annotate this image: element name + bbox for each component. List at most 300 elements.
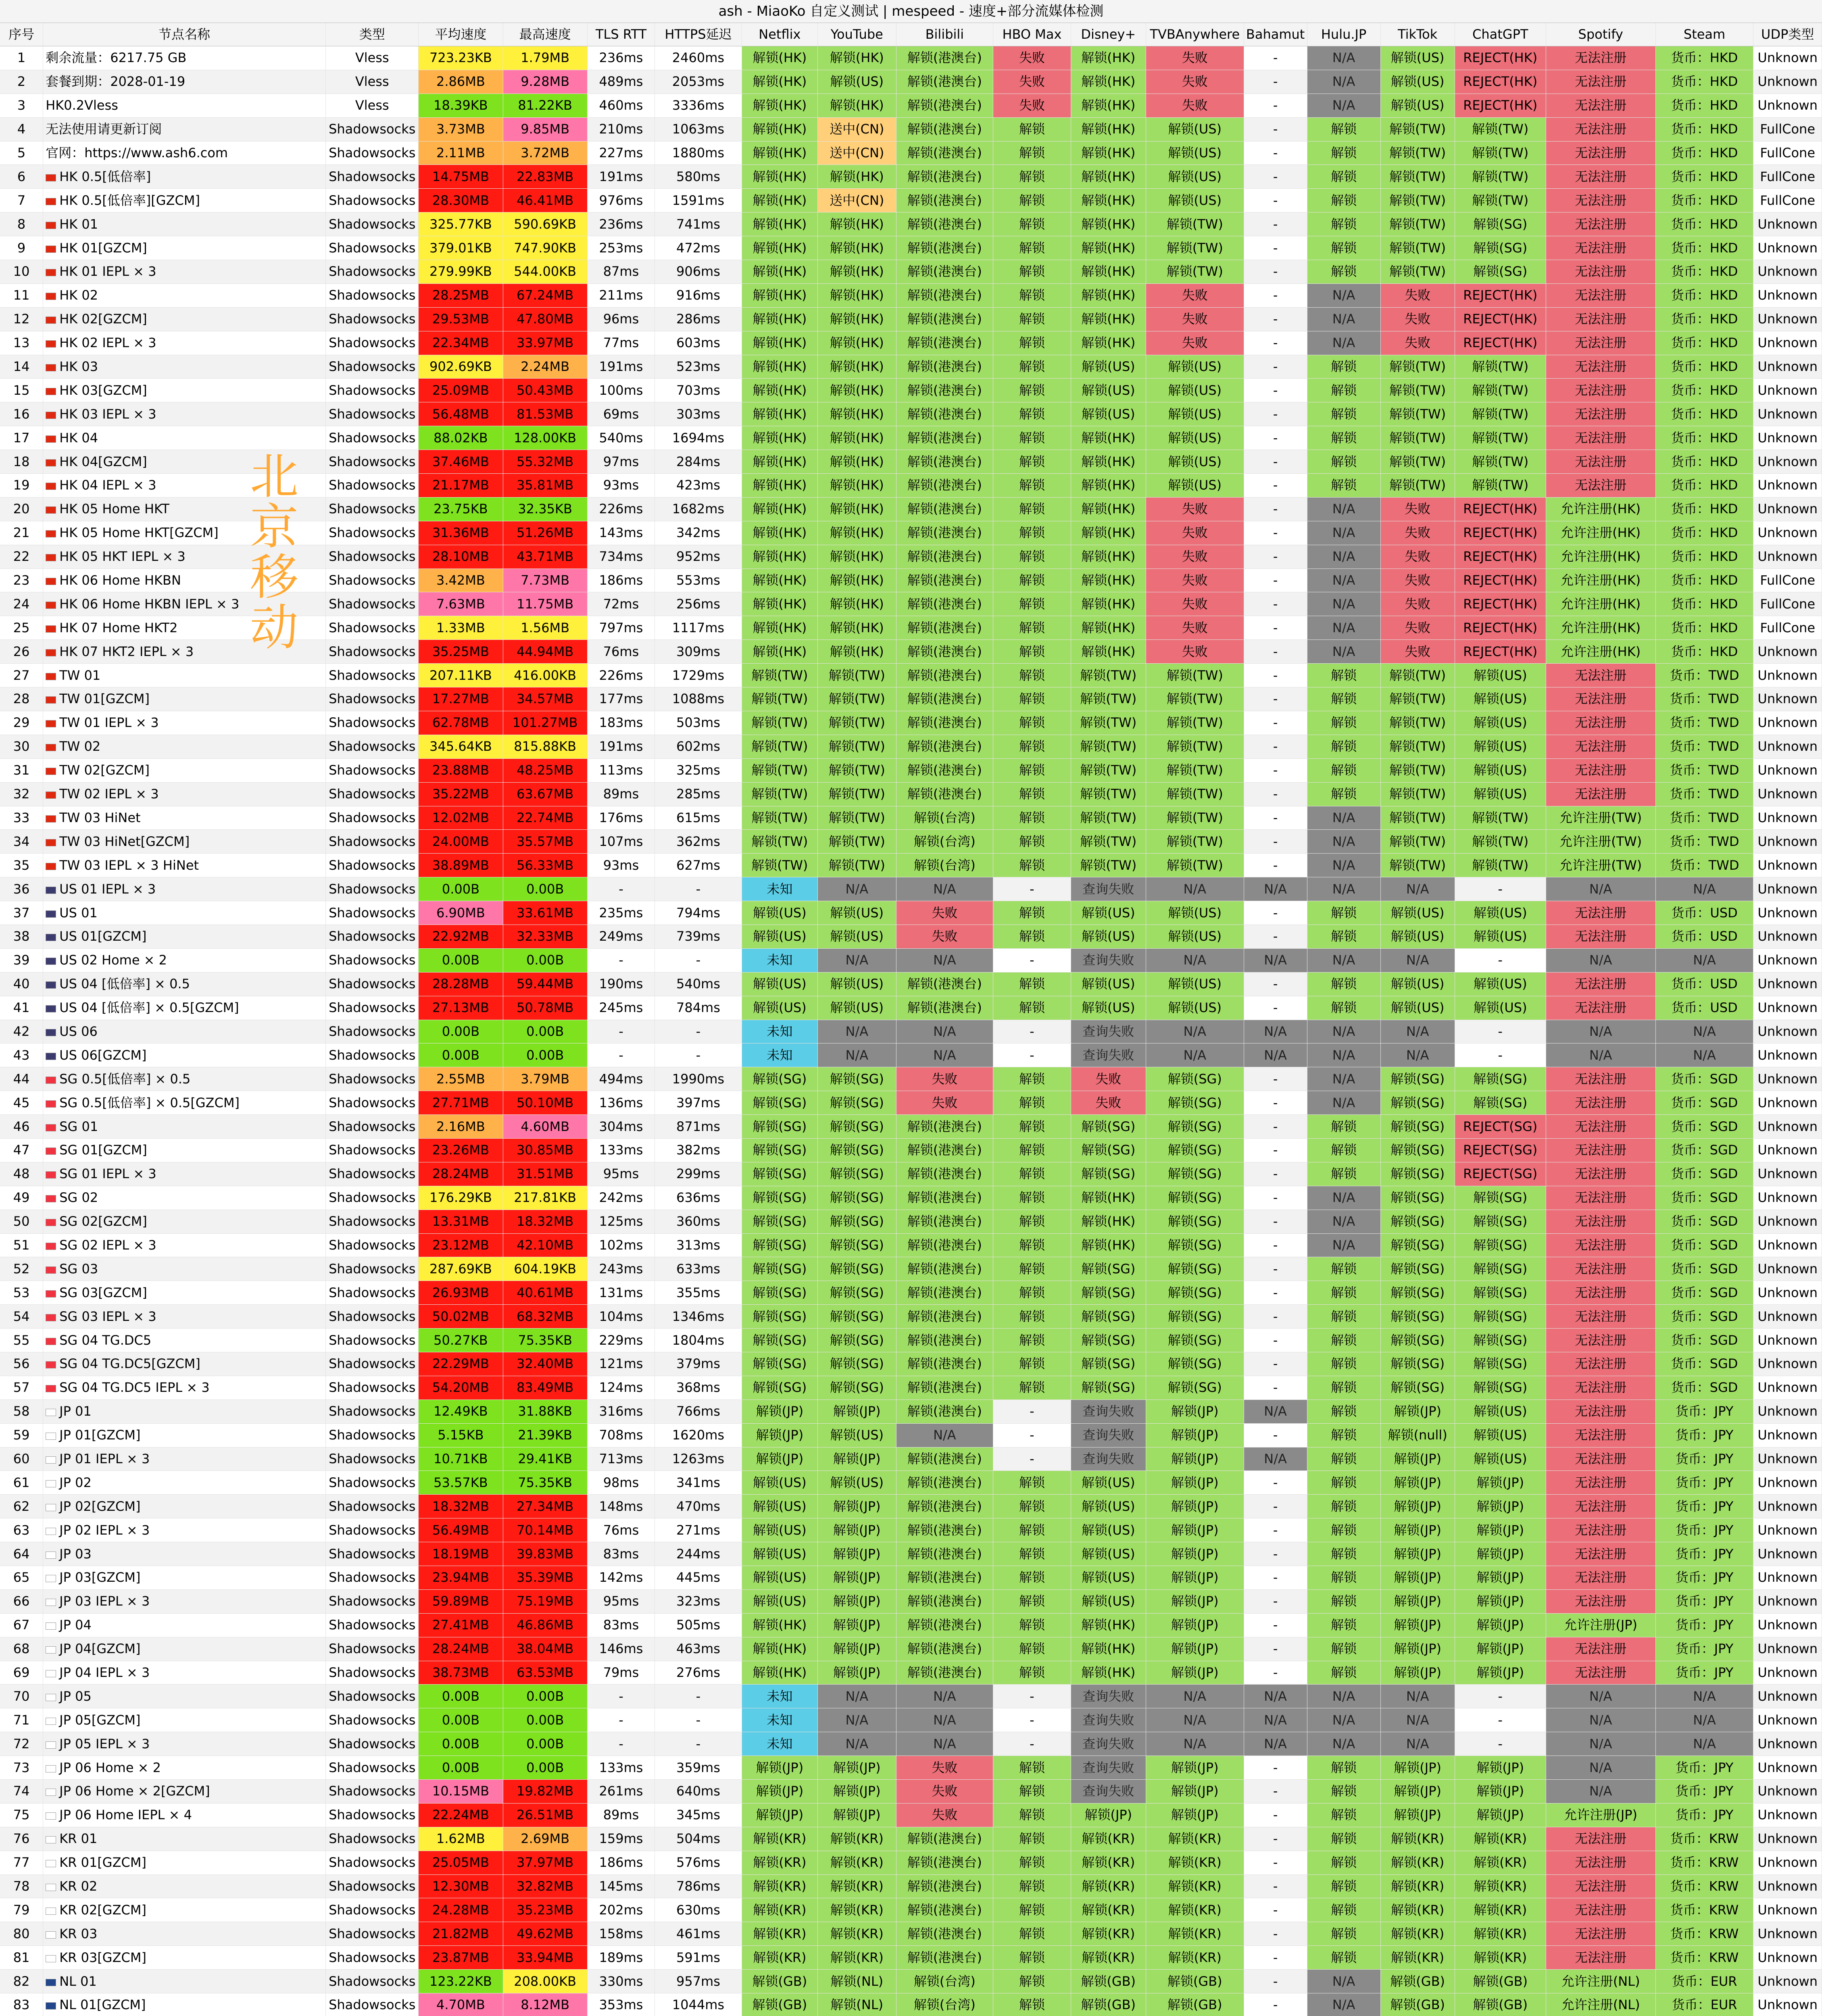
bilibili-cell <box>896 1732 993 1756</box>
column-header[interactable]: 最高速度 <box>503 23 587 46</box>
netflix-cell-text: 解锁(HK) <box>753 311 807 327</box>
bilibili-cell-text: 解锁(港澳台) <box>907 1214 982 1229</box>
steam-cell-text: 货币：SGD <box>1671 1285 1738 1300</box>
table-row[interactable] <box>0 1780 1822 1804</box>
avg-speed-text: 1.62MB <box>436 1831 485 1847</box>
flag-icon <box>46 293 56 300</box>
disney-plus-cell-text: 解锁(HK) <box>1081 145 1136 160</box>
max-speed <box>503 592 587 616</box>
udp-type-cell <box>1753 1020 1822 1043</box>
table-row[interactable] <box>0 283 1822 307</box>
disney-plus-cell <box>1071 1898 1146 1922</box>
max-speed <box>503 70 587 94</box>
spotify-cell-text: 允许注册(HK) <box>1561 644 1641 659</box>
bilibili-cell <box>896 854 993 877</box>
youtube-cell-text: 解锁(JP) <box>833 1783 881 1799</box>
chatgpt-cell <box>1455 117 1546 141</box>
table-row[interactable] <box>0 1329 1822 1352</box>
max-speed-text: 47.80MB <box>517 311 574 327</box>
table-row[interactable] <box>0 854 1822 877</box>
spotify-cell-text: 无法注册 <box>1575 74 1627 90</box>
table-row[interactable] <box>0 1115 1822 1139</box>
table-row[interactable] <box>0 1376 1822 1400</box>
udp-type-cell-text: Unknown <box>1757 1593 1818 1609</box>
column-header[interactable]: Netflix <box>742 23 817 46</box>
node-name-text: TW 03 HiNet[GZCM] <box>59 833 190 849</box>
udp-type-cell <box>1753 1257 1822 1281</box>
hbo-max-cell-text: 解锁 <box>1019 1593 1045 1609</box>
table-row[interactable] <box>0 1281 1822 1305</box>
https-latency-text: 553ms <box>676 573 720 588</box>
column-header[interactable]: 类型 <box>326 23 419 46</box>
column-header[interactable]: 序号 <box>0 23 43 46</box>
hulu-jp-cell <box>1307 1922 1380 1946</box>
tls-rtt-text: 460ms <box>599 98 643 113</box>
tvbanywhere-cell-text: N/A <box>1183 1712 1207 1728</box>
tls-rtt <box>587 1423 655 1447</box>
tls-rtt <box>587 1589 655 1613</box>
udp-type-cell <box>1753 1708 1822 1732</box>
chatgpt-cell-text: 解锁(SG) <box>1473 1261 1528 1277</box>
bahamut-cell <box>1244 758 1307 782</box>
spotify-cell-text: N/A <box>1589 1023 1612 1039</box>
disney-plus-cell-text: 解锁(US) <box>1081 929 1135 944</box>
bahamut-cell-text: - <box>1273 430 1278 446</box>
chatgpt-cell <box>1455 1708 1546 1732</box>
avg-speed <box>419 236 503 260</box>
tls-rtt-text: 235ms <box>599 905 643 921</box>
https-latency <box>655 1970 742 1993</box>
table-row[interactable] <box>0 236 1822 260</box>
bahamut-cell <box>1244 1162 1307 1186</box>
table-row[interactable] <box>0 1637 1822 1661</box>
node-type <box>326 1613 419 1637</box>
table-row[interactable] <box>0 94 1822 117</box>
tvbanywhere-cell-text: 解锁(SG) <box>1167 1261 1222 1277</box>
bahamut-cell-text: - <box>1273 169 1278 184</box>
chatgpt-cell <box>1455 1827 1546 1851</box>
table-row[interactable] <box>0 1661 1822 1685</box>
node-name-text: JP 06 Home × 2[GZCM] <box>59 1783 210 1799</box>
max-speed <box>503 1376 587 1400</box>
column-header[interactable]: Steam <box>1655 23 1753 46</box>
tls-rtt <box>587 1946 655 1970</box>
tls-rtt-text: 540ms <box>599 430 643 446</box>
avg-speed-text: 35.25MB <box>432 644 490 659</box>
node-type <box>326 1993 419 2016</box>
row-index <box>0 355 43 379</box>
disney-plus-cell-text: 解锁(US) <box>1081 1000 1135 1016</box>
hulu-jp-cell-text: N/A <box>1332 74 1355 90</box>
disney-plus-cell <box>1071 640 1146 664</box>
chatgpt-cell-text: 解锁(SG) <box>1473 1237 1528 1253</box>
steam-cell <box>1655 283 1753 307</box>
udp-type-cell <box>1753 165 1822 189</box>
table-row[interactable] <box>0 1756 1822 1780</box>
tls-rtt-text: 124ms <box>599 1380 643 1395</box>
node-name-text: HK 06 Home HKBN IEPL × 3 <box>59 596 240 612</box>
tvbanywhere-cell-text: 失败 <box>1182 50 1208 66</box>
table-row[interactable] <box>0 877 1822 901</box>
steam-cell <box>1655 1827 1753 1851</box>
youtube-cell <box>818 402 896 426</box>
https-latency-text: 952ms <box>676 549 720 564</box>
tiktok-cell <box>1380 640 1455 664</box>
table-row[interactable] <box>0 758 1822 782</box>
spotify-cell <box>1546 996 1655 1020</box>
node-name <box>43 854 326 877</box>
spotify-cell <box>1546 735 1655 758</box>
table-row[interactable] <box>0 1447 1822 1471</box>
udp-type-cell <box>1753 1281 1822 1305</box>
column-header[interactable]: HTTPS延迟 <box>655 23 742 46</box>
avg-speed <box>419 948 503 972</box>
column-header[interactable]: HBO Max <box>993 23 1071 46</box>
table-row[interactable] <box>0 260 1822 284</box>
hulu-jp-cell-text: N/A <box>1332 525 1355 541</box>
tls-rtt <box>587 1138 655 1162</box>
disney-plus-cell <box>1071 1732 1146 1756</box>
table-row[interactable] <box>0 806 1822 830</box>
bahamut-cell <box>1244 1020 1307 1043</box>
table-row[interactable] <box>0 1091 1822 1115</box>
bahamut-cell-text: - <box>1273 264 1278 279</box>
table-row[interactable] <box>0 1613 1822 1637</box>
row-index <box>0 1922 43 1946</box>
spotify-cell <box>1546 806 1655 830</box>
table-row[interactable] <box>0 972 1822 996</box>
table-row[interactable] <box>0 1946 1822 1970</box>
max-speed-text: 30.85MB <box>517 1142 574 1158</box>
node-type-text: Shadowsocks <box>329 216 416 232</box>
node-name-text: US 01 <box>59 905 98 921</box>
tvbanywhere-cell-text: 解锁(SG) <box>1167 1214 1222 1229</box>
max-speed <box>503 735 587 758</box>
table-row[interactable] <box>0 1518 1822 1542</box>
tiktok-cell <box>1380 521 1455 545</box>
netflix-cell <box>742 1637 817 1661</box>
row-index-text: 27 <box>13 667 30 683</box>
tvbanywhere-cell <box>1146 1329 1244 1352</box>
node-name-text: HK 04 IEPL × 3 <box>59 477 156 493</box>
column-header[interactable]: Disney+ <box>1071 23 1146 46</box>
tiktok-cell-text: 解锁(JP) <box>1394 1807 1442 1823</box>
flag-icon <box>46 222 56 229</box>
table-row[interactable] <box>0 1970 1822 1993</box>
steam-cell <box>1655 948 1753 972</box>
table-row[interactable] <box>0 1138 1822 1162</box>
youtube-cell <box>818 782 896 806</box>
spotify-cell-text: 无法注册 <box>1575 1498 1627 1514</box>
tiktok-cell <box>1380 1946 1455 1970</box>
table-row[interactable] <box>0 1067 1822 1091</box>
bahamut-cell-text: - <box>1273 929 1278 944</box>
table-row[interactable] <box>0 402 1822 426</box>
spotify-cell <box>1546 1661 1655 1685</box>
udp-type-cell <box>1753 901 1822 925</box>
node-name-text: TW 03 HiNet <box>59 810 141 825</box>
bahamut-cell-text: - <box>1273 786 1278 802</box>
table-row[interactable] <box>0 1898 1822 1922</box>
tiktok-cell <box>1380 1708 1455 1732</box>
disney-plus-cell <box>1071 260 1146 284</box>
max-speed-text: 128.00KB <box>514 430 577 446</box>
bahamut-cell <box>1244 141 1307 165</box>
hbo-max-cell <box>993 545 1071 569</box>
row-index <box>0 1946 43 1970</box>
udp-type-cell-text: Unknown <box>1757 382 1818 398</box>
tvbanywhere-cell <box>1146 1281 1244 1305</box>
table-row[interactable] <box>0 925 1822 948</box>
disney-plus-cell-text: 解锁(HK) <box>1081 1665 1136 1680</box>
table-row[interactable] <box>0 948 1822 972</box>
column-header[interactable]: YouTube <box>818 23 896 46</box>
column-header[interactable]: ChatGPT <box>1455 23 1546 46</box>
row-index <box>0 592 43 616</box>
table-row[interactable] <box>0 307 1822 331</box>
table-row[interactable] <box>0 711 1822 735</box>
flag-icon <box>46 1789 56 1796</box>
tvbanywhere-cell-text: 失败 <box>1182 287 1208 303</box>
table-row[interactable] <box>0 1589 1822 1613</box>
table-row[interactable] <box>0 1233 1822 1257</box>
column-header[interactable]: Spotify <box>1546 23 1655 46</box>
table-row[interactable] <box>0 165 1822 189</box>
bilibili-cell <box>896 212 993 236</box>
column-header[interactable]: 平均速度 <box>419 23 503 46</box>
spotify-cell <box>1546 165 1655 189</box>
bahamut-cell <box>1244 1970 1307 1993</box>
avg-speed <box>419 1091 503 1115</box>
row-index <box>0 1993 43 2016</box>
youtube-cell <box>818 1874 896 1898</box>
spotify-cell <box>1546 830 1655 854</box>
table-row[interactable] <box>0 1874 1822 1898</box>
tvbanywhere-cell <box>1146 355 1244 379</box>
udp-type-cell <box>1753 1756 1822 1780</box>
bahamut-cell-text: - <box>1273 1997 1278 2013</box>
udp-type-cell <box>1753 1067 1822 1091</box>
bilibili-cell <box>896 497 993 521</box>
max-speed-text: 27.34MB <box>517 1498 574 1514</box>
hbo-max-cell-text: 解锁 <box>1019 1261 1045 1277</box>
https-latency <box>655 236 742 260</box>
tvbanywhere-cell <box>1146 1566 1244 1590</box>
node-name <box>43 426 326 450</box>
table-row[interactable] <box>0 1352 1822 1376</box>
tls-rtt-text: 93ms <box>603 477 639 493</box>
steam-cell-text: 货币：TWD <box>1670 715 1739 731</box>
column-header[interactable]: Hulu.JP <box>1307 23 1380 46</box>
column-header[interactable]: Bilibili <box>896 23 993 46</box>
bilibili-cell-text: 解锁(港澳台) <box>907 264 982 279</box>
disney-plus-cell <box>1071 616 1146 640</box>
bahamut-cell <box>1244 545 1307 569</box>
flag-icon <box>46 673 56 680</box>
netflix-cell-text: 解锁(SG) <box>753 1332 807 1348</box>
tiktok-cell <box>1380 758 1455 782</box>
row-index <box>0 1803 43 1827</box>
tvbanywhere-cell <box>1146 1851 1244 1874</box>
chatgpt-cell-text: 解锁(SG) <box>1473 1214 1528 1229</box>
youtube-cell <box>818 664 896 687</box>
table-row[interactable] <box>0 1043 1822 1067</box>
table-row[interactable] <box>0 1495 1822 1518</box>
netflix-cell-text: 解锁(HK) <box>753 525 807 541</box>
table-row[interactable] <box>0 355 1822 379</box>
node-name <box>43 1020 326 1043</box>
table-row[interactable] <box>0 1803 1822 1827</box>
hbo-max-cell-text: 解锁 <box>1019 691 1045 707</box>
youtube-cell <box>818 331 896 355</box>
avg-speed <box>419 1020 503 1043</box>
table-row[interactable] <box>0 1210 1822 1233</box>
column-header[interactable]: TVBAnywhere <box>1146 23 1244 46</box>
youtube-cell-text: 解锁(JP) <box>833 1522 881 1538</box>
hbo-max-cell <box>993 1637 1071 1661</box>
steam-cell <box>1655 1803 1753 1827</box>
table-row[interactable] <box>0 901 1822 925</box>
row-index <box>0 1874 43 1898</box>
tvbanywhere-cell <box>1146 854 1244 877</box>
bilibili-cell-text: 解锁(港澳台) <box>907 382 982 398</box>
tiktok-cell-text: 失败 <box>1405 287 1431 303</box>
bahamut-cell <box>1244 1352 1307 1376</box>
hulu-jp-cell-text: 解锁 <box>1331 1855 1357 1870</box>
https-latency-text: 303ms <box>676 406 720 422</box>
bahamut-cell-text: - <box>1273 1855 1278 1870</box>
table-row[interactable] <box>0 1732 1822 1756</box>
https-latency-text: 602ms <box>676 739 720 754</box>
node-type-text: Shadowsocks <box>329 1855 416 1870</box>
tvbanywhere-cell <box>1146 379 1244 402</box>
column-header[interactable]: UDP类型 <box>1753 23 1822 46</box>
table-row[interactable] <box>0 212 1822 236</box>
youtube-cell <box>818 1566 896 1590</box>
table-row[interactable] <box>0 189 1822 212</box>
table-row[interactable] <box>0 1423 1822 1447</box>
table-row[interactable] <box>0 1993 1822 2016</box>
https-latency <box>655 70 742 94</box>
table-row[interactable] <box>0 141 1822 165</box>
row-index-text: 78 <box>13 1879 30 1894</box>
table-row[interactable] <box>0 117 1822 141</box>
node-type-text: Shadowsocks <box>329 857 416 873</box>
tls-rtt <box>587 877 655 901</box>
table-row[interactable] <box>0 687 1822 711</box>
https-latency-text: 1263ms <box>672 1451 725 1466</box>
table-row[interactable] <box>0 782 1822 806</box>
table-row[interactable] <box>0 1305 1822 1329</box>
youtube-cell-text: 解锁(US) <box>830 905 884 921</box>
tls-rtt <box>587 497 655 521</box>
table-row[interactable] <box>0 1851 1822 1874</box>
table-row[interactable] <box>0 735 1822 758</box>
table-row[interactable] <box>0 331 1822 355</box>
table-row[interactable] <box>0 830 1822 854</box>
tvbanywhere-cell <box>1146 189 1244 212</box>
tvbanywhere-cell <box>1146 1542 1244 1566</box>
tiktok-cell-text: 失败 <box>1405 335 1431 351</box>
table-row[interactable] <box>0 1186 1822 1210</box>
table-row[interactable] <box>0 1400 1822 1423</box>
table-row[interactable] <box>0 664 1822 687</box>
column-header[interactable]: TLS RTT <box>587 23 655 46</box>
column-header[interactable]: Bahamut <box>1244 23 1307 46</box>
node-name <box>43 1542 326 1566</box>
steam-cell-text: 货币：HKD <box>1671 454 1738 469</box>
tiktok-cell-text: 解锁(KR) <box>1391 1926 1445 1941</box>
bahamut-cell <box>1244 996 1307 1020</box>
hulu-jp-cell-text: 解锁 <box>1331 121 1357 137</box>
table-row[interactable] <box>0 70 1822 94</box>
udp-type-cell-text: Unknown <box>1757 1807 1818 1823</box>
table-row[interactable] <box>0 1471 1822 1495</box>
bahamut-cell-text: - <box>1273 1879 1278 1894</box>
tls-rtt-text: 97ms <box>603 454 639 469</box>
tvbanywhere-cell <box>1146 521 1244 545</box>
udp-type-cell <box>1753 616 1822 640</box>
bahamut-cell <box>1244 117 1307 141</box>
spotify-cell-text: N/A <box>1589 1736 1612 1752</box>
bilibili-cell-text: 解锁(港澳台) <box>907 762 982 778</box>
tvbanywhere-cell <box>1146 1020 1244 1043</box>
table-row[interactable] <box>0 1566 1822 1590</box>
table-row[interactable] <box>0 1257 1822 1281</box>
flag-icon <box>46 1955 56 1962</box>
table-row[interactable] <box>0 1827 1822 1851</box>
bilibili-cell <box>896 1993 993 2016</box>
flag-icon <box>46 1552 56 1559</box>
table-row[interactable] <box>0 379 1822 402</box>
steam-cell <box>1655 474 1753 498</box>
table-row[interactable] <box>0 1708 1822 1732</box>
table-row[interactable] <box>0 1542 1822 1566</box>
steam-cell <box>1655 806 1753 830</box>
hbo-max-cell <box>993 569 1071 592</box>
hbo-max-cell <box>993 1138 1071 1162</box>
bahamut-cell-text: - <box>1273 98 1278 113</box>
avg-speed-text: 56.49MB <box>432 1522 490 1538</box>
table-row[interactable] <box>0 426 1822 450</box>
hbo-max-cell-text: - <box>1030 1047 1034 1063</box>
udp-type-cell <box>1753 1447 1822 1471</box>
column-header[interactable]: 节点名称 <box>43 23 326 46</box>
table-row[interactable] <box>0 1685 1822 1708</box>
flag-icon <box>46 1361 56 1368</box>
spotify-cell <box>1546 1566 1655 1590</box>
bilibili-cell <box>896 877 993 901</box>
table-row[interactable] <box>0 1922 1822 1946</box>
steam-cell-text: 货币：KRW <box>1670 1926 1739 1941</box>
hbo-max-cell-text: 解锁 <box>1019 1973 1045 1989</box>
chatgpt-cell-text: 解锁(TW) <box>1472 406 1529 422</box>
netflix-cell-text: 解锁(TW) <box>751 739 808 754</box>
table-row[interactable] <box>0 1020 1822 1043</box>
table-row[interactable] <box>0 46 1822 70</box>
flag-icon <box>46 1219 56 1226</box>
table-row[interactable] <box>0 996 1822 1020</box>
bilibili-cell <box>896 165 993 189</box>
column-header[interactable]: TikTok <box>1380 23 1455 46</box>
tvbanywhere-cell <box>1146 402 1244 426</box>
https-latency <box>655 521 742 545</box>
bilibili-cell <box>896 1495 993 1518</box>
hulu-jp-cell-text: 解锁 <box>1331 1593 1357 1609</box>
disney-plus-cell-text: 解锁(HK) <box>1081 454 1136 469</box>
table-row[interactable] <box>0 1162 1822 1186</box>
flag-icon <box>46 1456 56 1464</box>
